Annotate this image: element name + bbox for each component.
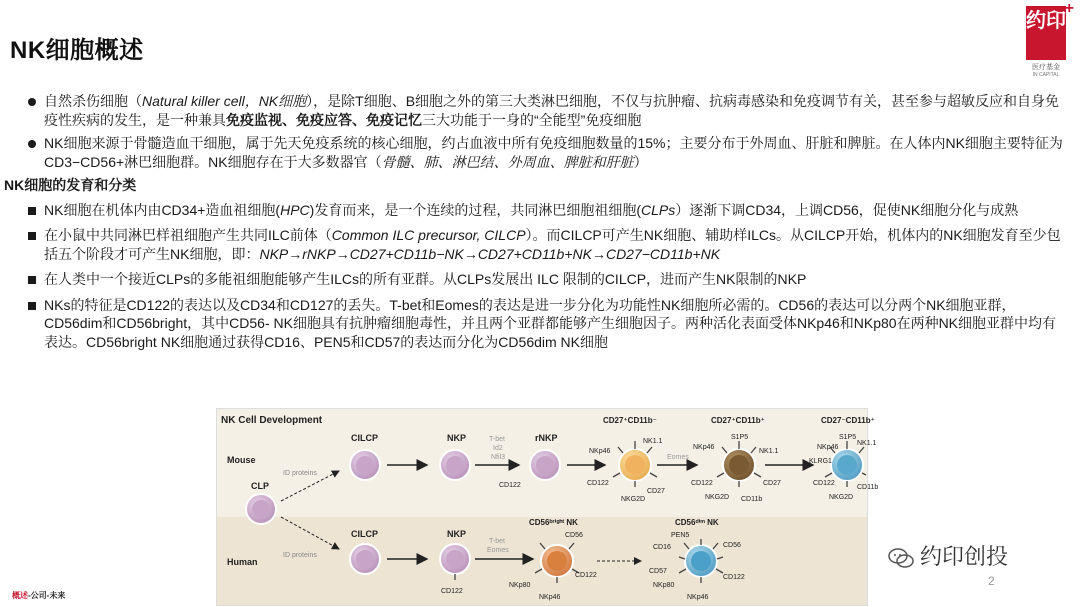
label-cd56dim: CD56ᵈⁱᵐ NK [675, 518, 719, 527]
cell-nkp-human [440, 544, 470, 580]
bullet-text-italic: Common ILC precursor, CILCP [331, 227, 526, 243]
label-cd56bright: CD56ᵇʳⁱᵍʰᵗ NK [529, 518, 578, 527]
arrow-dashed [281, 517, 339, 549]
bullet-item [26, 201, 1066, 220]
label-cd122: CD122 [441, 588, 463, 595]
bullet-text: NKs的特征是CD122的表达以及CD34和CD127的丢失。T-bet和Eomes的表达是进一步分化为功能性NK细胞所必需的。CD56的表达可以分两个NK细胞亚群，CD56dim和CD56bright，其中CD56- NK细胞具有抗肿瘤细胞毒性，并且两个亚群都能够产生细胞因子。两种活化表面受体NKp46和NKp80在两种NK细胞亚群中均有表达。CD56bright NK细胞通过获得CD16、PEN5和CD57的表达而分化为CD56dim NK细胞 [44, 296, 1057, 350]
row-label-mouse: Mouse [227, 455, 256, 465]
bullet-item [26, 296, 1066, 352]
label-id-proteins: ID proteins [283, 552, 317, 559]
label-cd122: CD122 [575, 572, 597, 579]
bullet-text: 在小鼠中共同淋巴样祖细胞产生共同ILC前体（ [44, 227, 332, 243]
bullet-text-italic: CLPs [640, 201, 676, 218]
label-nk11: NK1.1 [643, 438, 663, 445]
label-nk11: NK1.1 [759, 448, 779, 455]
cell-cd56dim [679, 539, 723, 583]
logo-subtitle-en: IN CAPITAL [1032, 72, 1060, 78]
bullet-text: )发育而来，是一个连续的过程，共同淋巴细胞祖细胞( [309, 201, 641, 218]
footer-nav [12, 590, 65, 601]
label-nkp46: NKp46 [589, 448, 611, 455]
label-id-proteins: ID proteins [283, 470, 317, 477]
label-cilcp: CILCP [351, 529, 378, 539]
label-tbet: T-bet [489, 538, 505, 545]
bullet-text: 在人类中一个接近CLPs的多能祖细胞能够产生ILCs的所有亚群。从CLPs发展出 ILC 限制的CILCP，进而产生NK限制的NKP [44, 271, 807, 287]
bullet-item [26, 92, 1066, 129]
label-s1p5: S1P5 [731, 434, 749, 441]
bullet-dot-icon [28, 140, 36, 148]
bullet-text: ）逐渐下调CD34，上调CD56，促使NK细胞分化与成熟 [675, 201, 1019, 218]
label-eomes: Eomes [667, 454, 689, 461]
cell-cd56bright [535, 543, 579, 583]
bullet-text: 自然杀伤细胞（ [44, 93, 142, 109]
label-cd27: CD27 [763, 480, 781, 487]
label-mouse-stage1: CD27⁺CD11b⁻ [603, 416, 657, 425]
wechat-icon [888, 547, 914, 569]
label-nkg2d: NKG2D [705, 494, 730, 501]
footer-sections: -公司-未来 [28, 591, 66, 600]
bullet-text-italic: HPC [280, 201, 310, 218]
bullet-text: ），是除T细胞、B细胞之外的第三大类淋巴细胞，不仅与抗肿瘤、抗病毒感染和免疫调节有关，甚至参与超敏反应和自身免疫性疾病的发生，是一种兼具 [44, 93, 1060, 128]
label-nkp: NKP [447, 433, 467, 443]
bullet-square-icon [28, 207, 36, 215]
bullet-item [26, 134, 1066, 171]
label-nkg2d: NKG2D [621, 496, 646, 503]
page-title: NK细胞概述 [10, 37, 144, 64]
label-cd122: CD122 [499, 482, 521, 489]
cell-cilcp-human [350, 544, 380, 574]
bullet-dot-icon [28, 98, 36, 106]
bullet-text: ） [633, 153, 648, 170]
bullet-text-italic: 骨髓、肺、淋巴结、外周血、脾脏和肝脏 [381, 153, 634, 170]
footer-active-section: 概述 [12, 591, 28, 600]
row-label-human: Human [227, 557, 258, 567]
watermark-text: 约印创投 [920, 544, 1009, 569]
cell-clp [246, 494, 276, 524]
label-cd57: CD57 [649, 568, 667, 575]
bullet-item [26, 226, 1066, 263]
logo-plus-icon: + [1064, 0, 1074, 17]
label-cd122: CD122 [813, 480, 835, 487]
label-id2: Id2 [493, 445, 503, 452]
label-nk11: NK1.1 [857, 440, 877, 447]
label-cd27: CD27 [647, 488, 665, 495]
label-clp: CLP [251, 481, 269, 491]
page-number: 2 [988, 574, 995, 588]
cell-mouse-stage1 [613, 441, 657, 487]
cell-nkp-mouse [440, 450, 470, 480]
bullet-text: 三大功能于一身的“全能型”免疫细胞 [422, 111, 642, 128]
bullet-square-icon [28, 276, 36, 284]
label-cd16: CD16 [653, 544, 671, 551]
label-pen5: PEN5 [671, 532, 690, 539]
cell-cilcp-mouse [350, 450, 380, 480]
bullet-text: NK细胞来源于骨髓造血干细胞，属于先天免疫系统的核心细胞，约占血液中所有免疫细胞数量的15%；主要分布于外周血、肝脏和脾脏。在人体内NK细胞主要特征为CD3−CD56+淋巴细胞群。NK细胞存在于大多数器官（ [44, 135, 1063, 170]
nk-development-diagram [216, 408, 879, 606]
label-nkg2d: NKG2D [829, 494, 854, 501]
label-eomes: Eomes [487, 547, 509, 554]
bullet-text-italic: Natural killer cell，NK细胞 [142, 93, 307, 109]
brand-logo [1020, 0, 1074, 78]
label-klrg1: KLRG1 [809, 458, 832, 465]
label-nkp46: NKp46 [817, 444, 839, 451]
diagram-svg [217, 409, 879, 605]
bullet-item [26, 270, 1066, 289]
label-cd56: CD56 [565, 532, 583, 539]
bullet-text-bold: 免疫监视、免疫应答、免疫记忆 [226, 111, 422, 128]
label-tbet: T-bet [489, 436, 505, 443]
label-cd56: CD56 [723, 542, 741, 549]
label-cd122: CD122 [587, 480, 609, 487]
label-nfil3: Nfil3 [491, 454, 506, 461]
label-nkp46: NKp46 [539, 594, 561, 601]
label-nkp46: NKp46 [693, 444, 715, 451]
section-heading: NK细胞的发育和分类 [4, 177, 137, 193]
label-rnkp: rNKP [535, 433, 558, 443]
bullet-square-icon [28, 302, 36, 310]
label-s1p5: S1P5 [839, 434, 857, 441]
diagram-title: NK Cell Development [221, 415, 323, 426]
label-nkp: NKP [447, 529, 467, 539]
label-nkp80: NKp80 [509, 582, 531, 589]
bullet-text: ）。而CILCP可产生NK细胞、辅助样ILCs。从CILCP开始，机体内的NK细胞发育至少包括五个阶段才可产生NK细胞，即： [44, 227, 1061, 262]
label-cd11b: CD11b [857, 484, 879, 491]
cell-mouse-stage2 [717, 441, 761, 487]
cell-rnkp [530, 450, 560, 480]
label-nkp46: NKp46 [687, 594, 709, 601]
label-mouse-stage2: CD27⁺CD11b⁺ [711, 416, 765, 425]
main-content [4, 92, 1066, 358]
bullet-text: NK细胞在机体内由CD34+造血祖细胞( [44, 201, 281, 218]
watermark [888, 540, 1008, 571]
label-cd11b: CD11b [741, 496, 763, 503]
label-nkp80: NKp80 [653, 582, 675, 589]
label-cd122: CD122 [691, 480, 713, 487]
logo-mark: 约印 [1026, 6, 1066, 60]
label-mouse-stage3: CD27⁻CD11b⁺ [821, 416, 875, 425]
label-cd122: CD122 [723, 574, 745, 581]
bullet-text-italic: NKP→rNKP→CD27+CD11b−NK→CD27+CD11b+NK→CD27−CD11b+NK [259, 245, 721, 262]
label-cilcp: CILCP [351, 433, 378, 443]
logo-subtitle: 医疗基金 [1032, 64, 1060, 71]
bullet-square-icon [28, 232, 36, 240]
